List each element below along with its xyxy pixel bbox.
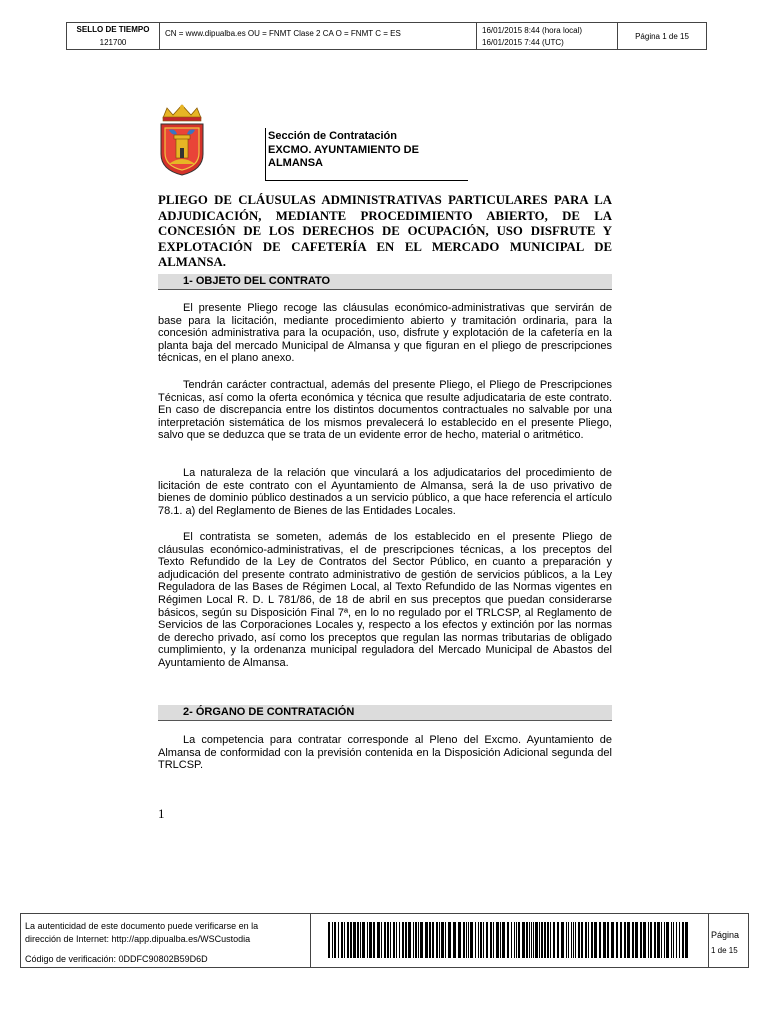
stamp-cn: CN = www.dipualba.es OU = FNMT Clase 2 CA O = FNMT C = ES <box>160 23 477 49</box>
page-number: 1 <box>158 806 165 821</box>
footer-page-of: 1 de 15 <box>711 946 738 955</box>
section-line-3: ALMANSA <box>268 157 323 169</box>
section-heading <box>268 130 419 171</box>
stamp-time-local: 16/01/2015 8:44 (hora local) <box>482 26 583 35</box>
barcode-cell <box>310 914 709 967</box>
paragraph-3: La naturaleza de la relación que vinculará a los adjudicatarios del procedimiento de licitación de este contrato con el Ayuntamiento de Almansa, será la de uso privativo de bienes de dominio público destinados a un servicio público, a que hace referencia el artículo 78.1. a) del Reglamento de Bienes de las Entidades Locales. <box>158 467 612 517</box>
stamp-label-cell <box>67 23 160 49</box>
footer-page <box>711 927 739 959</box>
verification-text <box>25 920 305 966</box>
stamp-label: SELLO DE TIEMPO <box>76 25 150 34</box>
paragraph-1: El presente Pliego recoge las cláusulas económico-administrativas que servirán de base para la licitación, mediante procedimiento abierto y tramitación ordinaria, para la concesión administrativa para la ocupación, uso, disfrute y explotación de la cafetería en la planta baja del mercado Municipal de Almansa y que figuran en el pliego de prescripciones técnicas, en el plano anexo. <box>158 302 612 365</box>
verification-line-1: La autenticidad de este documento puede verificarse en la <box>25 921 259 931</box>
section-line-1: Sección de Contratación <box>268 130 397 142</box>
barcode-icon <box>328 922 690 958</box>
paragraph-5: La competencia para contratar corresponde al Pleno del Excmo. Ayuntamiento de Almansa de conformidad con la previsión contenida en la Disposición Adicional segunda del TRLCSP. <box>158 734 612 772</box>
stamp-page: Página 1 de 15 <box>635 31 689 41</box>
verification-footer <box>20 913 749 968</box>
stamp-time-utc: 16/01/2015 7:44 (UTC) <box>482 38 564 47</box>
verification-line-2: dirección de Internet: http://app.dipualba.es/WSCustodia <box>25 933 251 944</box>
paragraph-4: El contratista se someten, además de los establecido en el presente Pliego de cláusulas económico-administrativas, el de prescripciones técnicas, a los preceptos del Texto Refundido de la Ley de Contratos del Sector Público, en cuanto a preparación y adjudicación del presente contrato administrativo de gestión de servicios públicos, a la Ley Reguladora de las Bases de Régimen Local, al Texto Refundido de las Normas vigentes en Régimen Local R. D. L 781/86, de 18 de abril en sus preceptos que puedan considerarse básicos, según su Disposición Final 7ª, en lo no regulado por el TRLCSP, al Reglamento de Servicios de las Corporaciones Locales y, respecto a los efectos y extinción por las normas de derecho privado, así como los preceptos que regulan las normas tributarias de obligado cumplimiento, y la ordenanza municipal reguladora del Mercado Municipal de Abastos del Ayuntamiento de Almansa. <box>158 531 612 669</box>
timestamp-stamp <box>66 22 707 50</box>
paragraph-2: Tendrán carácter contractual, además del presente Pliego, el Pliego de Prescripciones Técnicas, así como la oferta económica y técnica que resulte adjudicataria de este contrato. En caso de discrepancia entre los distintos documentos contractuales no salvable por una interpretación sistemática de los mismos prevalecerá lo establecido en el presente Pliego, salvo que se deduzca que se trata de un evidente error de hecho, material o aritmético. <box>158 379 612 442</box>
stamp-times <box>477 23 618 49</box>
stamp-number: 121700 <box>99 38 127 47</box>
verification-code: Código de verificación: 0DDFC90802B59D6D <box>25 954 208 964</box>
document-title: PLIEGO DE CLÁUSULAS ADMINISTRATIVAS PARTICULARES PARA LA ADJUDICACIÓN, MEDIANTE PROCEDIMIENTO ABIERTO, DE LA CONCESIÓN DE LOS DERECHOS DE OCUPACIÓN, USO DISFRUTE Y EXPLOTACIÓN DE CAFETERÍA EN EL MERCADO MUNICIPAL DE ALMANSA. <box>158 193 612 269</box>
heading-objeto-label: 1- OBJETO DEL CONTRATO <box>183 275 331 287</box>
section-line-2: EXCMO. AYUNTAMIENTO DE <box>268 143 419 156</box>
heading-objeto <box>158 274 612 290</box>
footer-page-label: Página <box>711 930 740 940</box>
coat-of-arms-icon <box>157 104 207 176</box>
heading-organo <box>158 705 612 721</box>
heading-organo-label: 2- ÓRGANO DE CONTRATACIÓN <box>183 706 355 718</box>
